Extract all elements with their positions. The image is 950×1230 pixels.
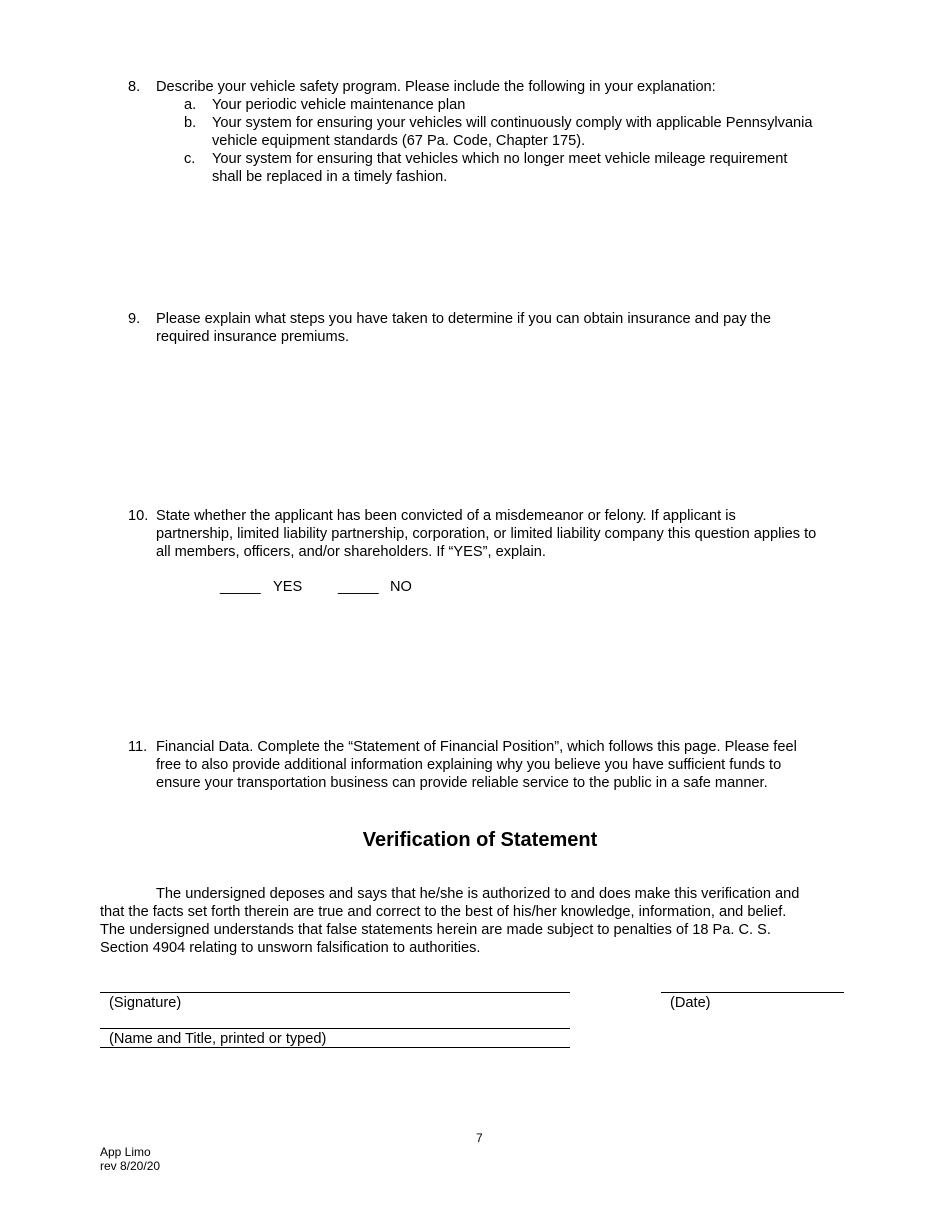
signature-label: (Signature) [109,995,182,1011]
question-8-item-b-line-1: Your system for ensuring your vehicles will continuously comply with applicable Pennsylvania [212,115,813,131]
question-8-item-a-letter: a. [184,97,197,113]
question-9-line-2: required insurance premiums. [156,329,350,345]
question-11-line-1: Financial Data. Complete the “Statement of Financial Position”, which follows this page. Please feel [156,739,797,755]
question-8-item-c-letter: c. [184,151,196,167]
yes-label: YES [273,579,303,595]
question-8-item-c-line-1: Your system for ensuring that vehicles which no longer meet vehicle mileage requirement [212,151,788,167]
verification-line-2: that the facts set forth therein are true and correct to the best of his/her knowledge, information, and belief. [100,904,787,920]
page-number: 7 [476,1131,483,1145]
name-title-underline [100,1047,570,1048]
question-8-item-b-line-2: vehicle equipment standards (67 Pa. Code, Chapter 175). [212,133,586,149]
question-10-line-1: State whether the applicant has been convicted of a misdemeanor or felony. If applicant is [156,508,736,524]
question-11-number: 11. [128,739,148,755]
no-blank-field[interactable]: _____ [338,579,379,595]
question-11-line-3: ensure your transportation business can provide reliable service to the public in a safe manner. [156,775,768,791]
date-line[interactable] [661,992,844,993]
question-10-line-3: all members, officers, and/or shareholders. If “YES”, explain. [156,544,546,560]
question-10-number: 10. [128,508,149,524]
date-label: (Date) [670,995,711,1011]
question-9-line-1: Please explain what steps you have taken to determine if you can obtain insurance and pay the [156,311,771,327]
question-10-line-2: partnership, limited liability partnership, corporation, or limited liability company this question applies to [156,526,817,542]
question-9-number: 9. [128,311,141,327]
yes-blank-field[interactable]: _____ [220,579,261,595]
question-8-item-c-line-2: shall be replaced in a timely fashion. [212,169,448,185]
revision-date: rev 8/20/20 [100,1159,161,1173]
signature-line[interactable] [100,992,570,993]
verification-line-4: Section 4904 relating to unsworn falsification to authorities. [100,940,481,956]
verification-line-3: The undersigned understands that false statements herein are made subject to penalties of 18 Pa. C. S. [100,922,771,938]
verification-title: Verification of Statement [362,829,598,851]
question-8-number: 8. [128,79,141,95]
name-title-line[interactable] [100,1028,570,1029]
question-11-line-2: free to also provide additional information explaining why you believe you have sufficient funds to [156,757,782,773]
question-8-item-b-letter: b. [184,115,197,131]
question-8-text: Describe your vehicle safety program. Please include the following in your explanation: [156,79,716,95]
form-name: App Limo [100,1145,151,1159]
verification-line-1: The undersigned deposes and says that he/she is authorized to and does make this verification and [156,886,800,902]
name-title-label: (Name and Title, printed or typed) [109,1031,327,1047]
no-label: NO [390,579,412,595]
question-8-item-a-text: Your periodic vehicle maintenance plan [212,97,466,113]
